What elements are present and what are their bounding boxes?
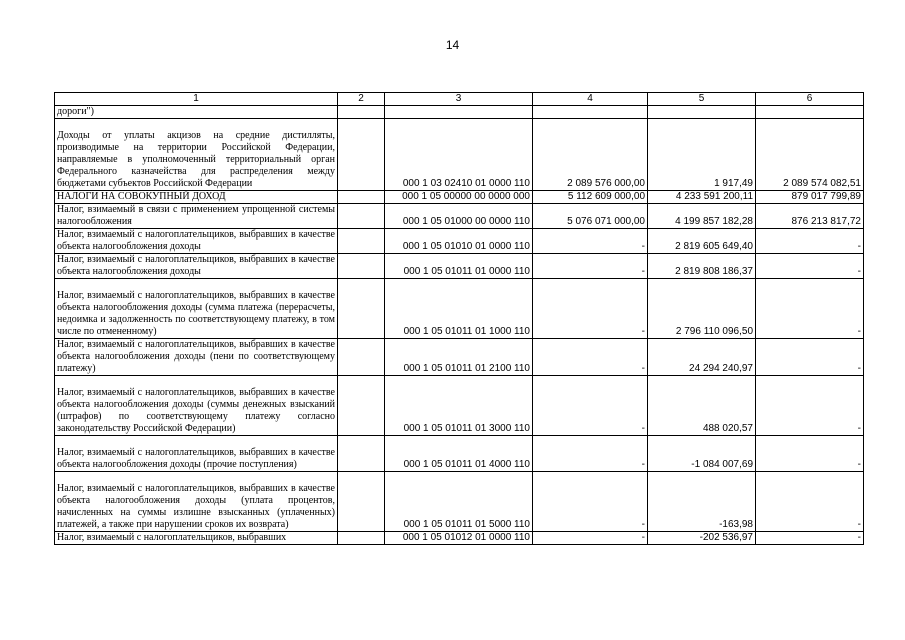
column-2-cell [338,279,385,339]
income-name-cell: Налог, взимаемый с налогоплательщиков, выбравших в качестве объекта налогообложения доходы (сумма платежа (перерасчеты, недоимка и задолженность по соответствующему платежу, в том числе по отмененному) [55,279,338,339]
budget-code-cell: 000 1 05 01011 01 5000 110 [385,472,533,532]
approved-amount-cell: - [533,339,648,376]
unexecuted-amount-cell: - [756,436,864,472]
column-number: 3 [385,93,533,106]
executed-amount-cell: 2 819 605 649,40 [648,229,756,254]
budget-code-cell: 000 1 03 02410 01 0000 110 [385,119,533,191]
budget-table [54,92,864,545]
approved-amount-cell: 5 076 071 000,00 [533,204,648,229]
executed-amount-cell [648,106,756,119]
column-2-cell [338,532,385,545]
table-row [55,279,864,339]
table-row [55,339,864,376]
approved-amount-cell: - [533,472,648,532]
unexecuted-amount-cell: - [756,254,864,279]
income-name-cell: Налог, взимаемый с налогоплательщиков, выбравших в качестве объекта налогообложения доходы (уплата процентов, начисленных на суммы излишне взысканных (уплаченных) платежей, а также при нарушении сроков их возврата) [55,472,338,532]
page-number: 14 [445,38,460,52]
approved-amount-cell: - [533,376,648,436]
income-name-cell: Налог, взимаемый с налогоплательщиков, выбравших в качестве объекта налогообложения доходы (пени по соответствующему платежу) [55,339,338,376]
executed-amount-cell: -202 536,97 [648,532,756,545]
table-row [55,532,864,545]
column-number: 4 [533,93,648,106]
unexecuted-amount-cell: - [756,229,864,254]
unexecuted-amount-cell: 876 213 817,72 [756,204,864,229]
table-row [55,472,864,532]
table-row [55,191,864,204]
unexecuted-amount-cell: - [756,472,864,532]
approved-amount-cell: - [533,436,648,472]
executed-amount-cell: 24 294 240,97 [648,339,756,376]
budget-code-cell: 000 1 05 01000 00 0000 110 [385,204,533,229]
column-number: 2 [338,93,385,106]
column-2-cell [338,119,385,191]
column-2-cell [338,339,385,376]
approved-amount-cell: 5 112 609 000,00 [533,191,648,204]
income-name-cell: дороги") [55,106,338,119]
income-name-cell: Налог, взимаемый в связи с применением упрощенной системы налогообложения [55,204,338,229]
income-name-cell: Налог, взимаемый с налогоплательщиков, выбравших в качестве объекта налогообложения доходы (суммы денежных взысканий (штрафов) по соответствующему платежу согласно законодательству Российской Федерации) [55,376,338,436]
table-row [55,376,864,436]
unexecuted-amount-cell: - [756,279,864,339]
unexecuted-amount-cell: - [756,339,864,376]
approved-amount-cell [533,106,648,119]
executed-amount-cell: 2 796 110 096,50 [648,279,756,339]
table-row [55,229,864,254]
column-2-cell [338,229,385,254]
executed-amount-cell: 488 020,57 [648,376,756,436]
income-name-cell: Налог, взимаемый с налогоплательщиков, выбравших [55,532,338,545]
column-number: 6 [756,93,864,106]
approved-amount-cell: - [533,532,648,545]
income-name-cell: Налог, взимаемый с налогоплательщиков, выбравших в качестве объекта налогообложения доходы [55,254,338,279]
table-row [55,436,864,472]
budget-code-cell: 000 1 05 01011 01 0000 110 [385,254,533,279]
approved-amount-cell: - [533,279,648,339]
budget-code-cell: 000 1 05 00000 00 0000 000 [385,191,533,204]
column-2-cell [338,472,385,532]
income-name-cell: НАЛОГИ НА СОВОКУПНЫЙ ДОХОД [55,191,338,204]
column-2-cell [338,204,385,229]
budget-code-cell: 000 1 05 01010 01 0000 110 [385,229,533,254]
executed-amount-cell: 1 917,49 [648,119,756,191]
column-2-cell [338,254,385,279]
executed-amount-cell: -1 084 007,69 [648,436,756,472]
table-row [55,119,864,191]
executed-amount-cell: 4 233 591 200,11 [648,191,756,204]
approved-amount-cell: - [533,229,648,254]
unexecuted-amount-cell: - [756,532,864,545]
budget-code-cell: 000 1 05 01011 01 4000 110 [385,436,533,472]
budget-code-cell: 000 1 05 01011 01 1000 110 [385,279,533,339]
table-row [55,106,864,119]
unexecuted-amount-cell: - [756,376,864,436]
income-name-cell: Налог, взимаемый с налогоплательщиков, выбравших в качестве объекта налогообложения доходы (прочие поступления) [55,436,338,472]
budget-code-cell: 000 1 05 01011 01 3000 110 [385,376,533,436]
budget-code-cell [385,106,533,119]
executed-amount-cell: 2 819 808 186,37 [648,254,756,279]
column-2-cell [338,436,385,472]
table-row [55,254,864,279]
unexecuted-amount-cell [756,106,864,119]
income-name-cell: Налог, взимаемый с налогоплательщиков, выбравших в качестве объекта налогообложения доходы [55,229,338,254]
table-row [55,204,864,229]
column-number-row [55,93,864,106]
executed-amount-cell: 4 199 857 182,28 [648,204,756,229]
column-2-cell [338,191,385,204]
unexecuted-amount-cell: 879 017 799,89 [756,191,864,204]
unexecuted-amount-cell: 2 089 574 082,51 [756,119,864,191]
column-number: 5 [648,93,756,106]
income-name-cell: Доходы от уплаты акцизов на средние дистилляты, производимые на территории Российской Федерации, направляемые в уполномоченный территориальный орган Федерального казначейства для распределения между бюджетами субъектов Российской Федерации [55,119,338,191]
approved-amount-cell: 2 089 576 000,00 [533,119,648,191]
budget-code-cell: 000 1 05 01012 01 0000 110 [385,532,533,545]
approved-amount-cell: - [533,254,648,279]
budget-code-cell: 000 1 05 01011 01 2100 110 [385,339,533,376]
column-2-cell [338,106,385,119]
column-2-cell [338,376,385,436]
column-number: 1 [55,93,338,106]
executed-amount-cell: -163,98 [648,472,756,532]
